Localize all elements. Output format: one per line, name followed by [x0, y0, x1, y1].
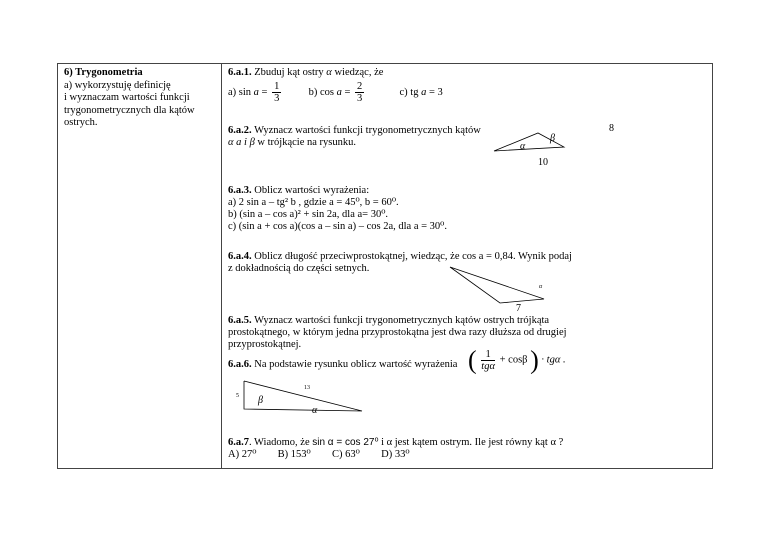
topic-line-3: trygonometrycznych dla kątów [64, 104, 195, 116]
topic-title: 6) Trygonometria [64, 67, 143, 78]
task-6a5-line3: przyprostokątnej. [228, 339, 302, 350]
task-6a6: 6.a.6. Na podstawie rysunku oblicz wartość wyrażenia [228, 359, 458, 370]
triangle-figure-1 [492, 119, 622, 171]
triangle-figure-2 [448, 265, 558, 314]
topic-line-2: i wyznaczam wartości funkcji [64, 92, 190, 103]
label-side-13: 13 [304, 385, 310, 391]
task-6a3: 6.a.3. Oblicz wartości wyrażenia: [228, 185, 370, 196]
task-6a5-line2: prostokątnego, w którym jedna przyprostokątna jest dwa razy dłuższa od drugiej [228, 327, 567, 338]
answer-a: A) 27⁰ [228, 449, 257, 460]
answer-d: D) 33⁰ [381, 449, 410, 460]
task-6a1-options [228, 81, 443, 104]
task-var: α [326, 67, 332, 78]
topic-column [64, 67, 216, 130]
task-6a4: 6.a.4. Oblicz długość przeciwprostokątnej, wiedząc, że cos a = 0,84. Wynik podaj [228, 251, 572, 262]
option-b: b) cos a = $\frac{2}{3}$ [308, 81, 363, 104]
task-6a7: 6.a.7. Wiadomo, że sin α = cos 27⁰ i α jest kątem ostrym. Ile jest równy kąt α ? [228, 437, 564, 448]
task-6a2-line2: α a i β w trójkącie na rysunku. [228, 137, 356, 148]
option-c: c) tg a = 3 [399, 86, 443, 98]
task-number: 6.a.1. [228, 67, 252, 78]
answer-b: B) 153⁰ [277, 449, 311, 460]
task-6a1 [228, 67, 383, 80]
label-side-5: 5 [236, 393, 239, 399]
label-alpha: α [312, 405, 318, 416]
label-beta: β [258, 395, 263, 406]
task-6a3-a: a) 2 sin a – tg² b , gdzie a = 45⁰, b = 60⁰. [228, 197, 399, 208]
task-table [57, 63, 713, 469]
task-text-2: wiedząc, że [334, 67, 384, 78]
task-text: Zbuduj kąt ostry [254, 67, 324, 78]
triangle-figure-3 [236, 379, 366, 419]
task-6a6-expression: ( $\frac{1}{\text{tgα}}$ + cosβ ) · tgα . [468, 345, 566, 375]
task-6a7-answers [228, 449, 410, 462]
label-beta: β [550, 133, 555, 144]
task-6a4-line2: z dokładnością do części setnych. [228, 263, 370, 274]
answer-c: C) 63⁰ [332, 449, 360, 460]
option-a: a) sin a = $\frac{1}{3}$ [228, 81, 280, 104]
task-6a5: 6.a.5. Wyznacz wartości funkcji trygonometrycznych kątów ostrych trójkąta [228, 315, 550, 326]
label-side-10: 10 [538, 157, 548, 168]
topic-line-1: a) wykorzystuję definicję [64, 79, 171, 91]
label-alpha: α [520, 141, 526, 152]
column-divider [221, 64, 222, 468]
topic-line-4: ostrych. [64, 117, 98, 128]
task-6a3-b: b) (sin a – cos a)² + sin 2a, dla a= 30⁰. [228, 209, 389, 220]
label-side-8: 8 [609, 123, 614, 134]
label-side-7: 7 [516, 303, 521, 314]
label-alpha: α [539, 284, 543, 290]
task-6a3-c: c) (sin a + cos a)(cos a – sin a) – cos 2a, dla a = 30⁰. [228, 221, 447, 232]
task-6a2: 6.a.2. Wyznacz wartości funkcji trygonometrycznych kątów [228, 125, 481, 136]
